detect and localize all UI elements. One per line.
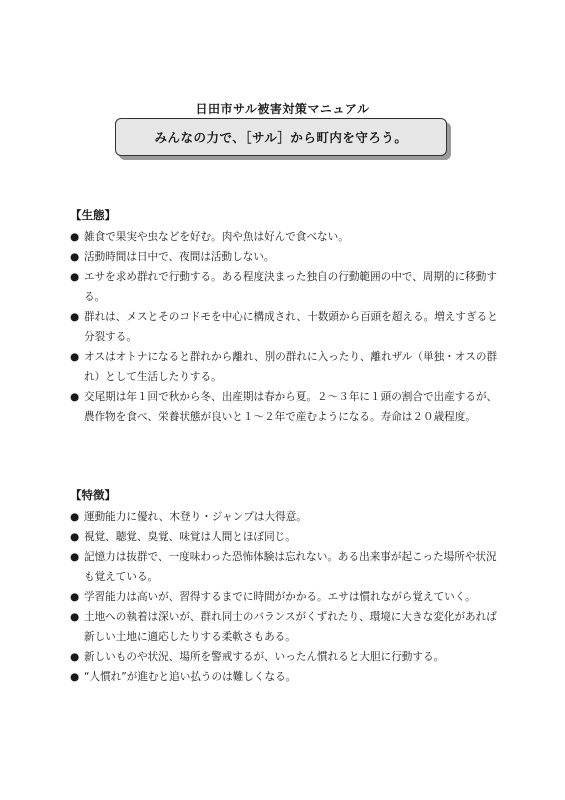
- list-item-text: 視覚、聴覚、臭覚、味覚は人間とほぼ同じ。: [84, 531, 296, 543]
- list-item-text: 土地への執着は深いが、群れ同士のバランスがくずれたり、環境に大きな変化があれば新しい土地に適応したりする柔軟さもある。: [84, 611, 497, 643]
- list-item-text: 新しいものや状況、場所を警戒するが、いったん慣れると大胆に行動する。: [84, 651, 445, 663]
- slogan-text: みんなの力で、［サル］から町内を守ろう。: [154, 130, 408, 145]
- bullet-icon: ●: [70, 311, 80, 323]
- list-item: [70, 547, 500, 587]
- list-item-text: 活動時間は日中で、夜間は活動しない。: [84, 251, 275, 263]
- list-item: [70, 607, 500, 647]
- list-item-text: 群れは、メスとそのコドモを中心に構成され、十数頭から百頭を超える。増えすぎると分裂する。: [84, 311, 498, 343]
- list-item: [70, 507, 500, 527]
- list-item: [70, 247, 500, 267]
- list-item: [70, 347, 500, 387]
- list-item-text: 記憶力は抜群で、一度味わった恐怖体験は忘れない。ある出来事が起こった場所や状況も覚えている。: [84, 551, 497, 583]
- bullet-icon: ●: [70, 391, 80, 403]
- slogan-banner: [115, 118, 447, 156]
- list-item-text: 運動能力に優れ、木登り・ジャンプは大得意。: [84, 511, 307, 523]
- list-item-text: 雑食で果実や虫などを好む。肉や魚は好んで食べない。: [84, 231, 349, 243]
- bullet-icon: ●: [70, 351, 80, 363]
- bullet-icon: ●: [70, 671, 80, 683]
- list-item-text: エサを求め群れで行動する。ある程度決まった独自の行動範囲の中で、周期的に移動する。: [84, 271, 497, 303]
- features-section: [70, 485, 500, 687]
- list-item: [70, 307, 500, 347]
- bullet-icon: ●: [70, 511, 80, 523]
- bullet-icon: ●: [70, 551, 80, 563]
- bullet-icon: ●: [70, 591, 80, 603]
- list-item: [70, 527, 500, 547]
- bullet-icon: ●: [70, 611, 80, 623]
- section-heading-features: 【特徴】: [70, 488, 116, 502]
- list-item: [70, 267, 500, 307]
- list-item: [70, 587, 500, 607]
- list-item: [70, 387, 500, 427]
- list-item-text: 学習能力は高いが、習得するまでに時間がかかる。エサは慣れながら覚えていく。: [84, 591, 476, 603]
- list-item-text: “人慣れ”が進むと追い払うのは難しくなる。: [84, 671, 297, 683]
- list-item-text: 交尾期は年１回で秋から冬、出産期は春から夏。２〜３年に１頭の割合で出産するが、農作物を食べ、栄養状態が良いと１〜２年で産むようになる。寿命は２０歳程度。: [84, 391, 498, 423]
- bullet-icon: ●: [70, 531, 80, 543]
- list-item: [70, 227, 500, 247]
- bullet-icon: ●: [70, 651, 80, 663]
- list-item: [70, 647, 500, 667]
- list-item-text: オスはオトナになると群れから離れ、別の群れに入ったり、離れザル（単独・オスの群れ）として生活したりする。: [84, 351, 498, 383]
- page-title: 日田市サル被害対策マニュアル: [195, 102, 370, 116]
- ecology-section: [70, 205, 500, 427]
- list-item: [70, 667, 500, 687]
- bullet-icon: ●: [70, 231, 80, 243]
- bullet-icon: ●: [70, 251, 80, 263]
- section-heading-ecology: 【生態】: [70, 208, 116, 222]
- bullet-icon: ●: [70, 271, 80, 283]
